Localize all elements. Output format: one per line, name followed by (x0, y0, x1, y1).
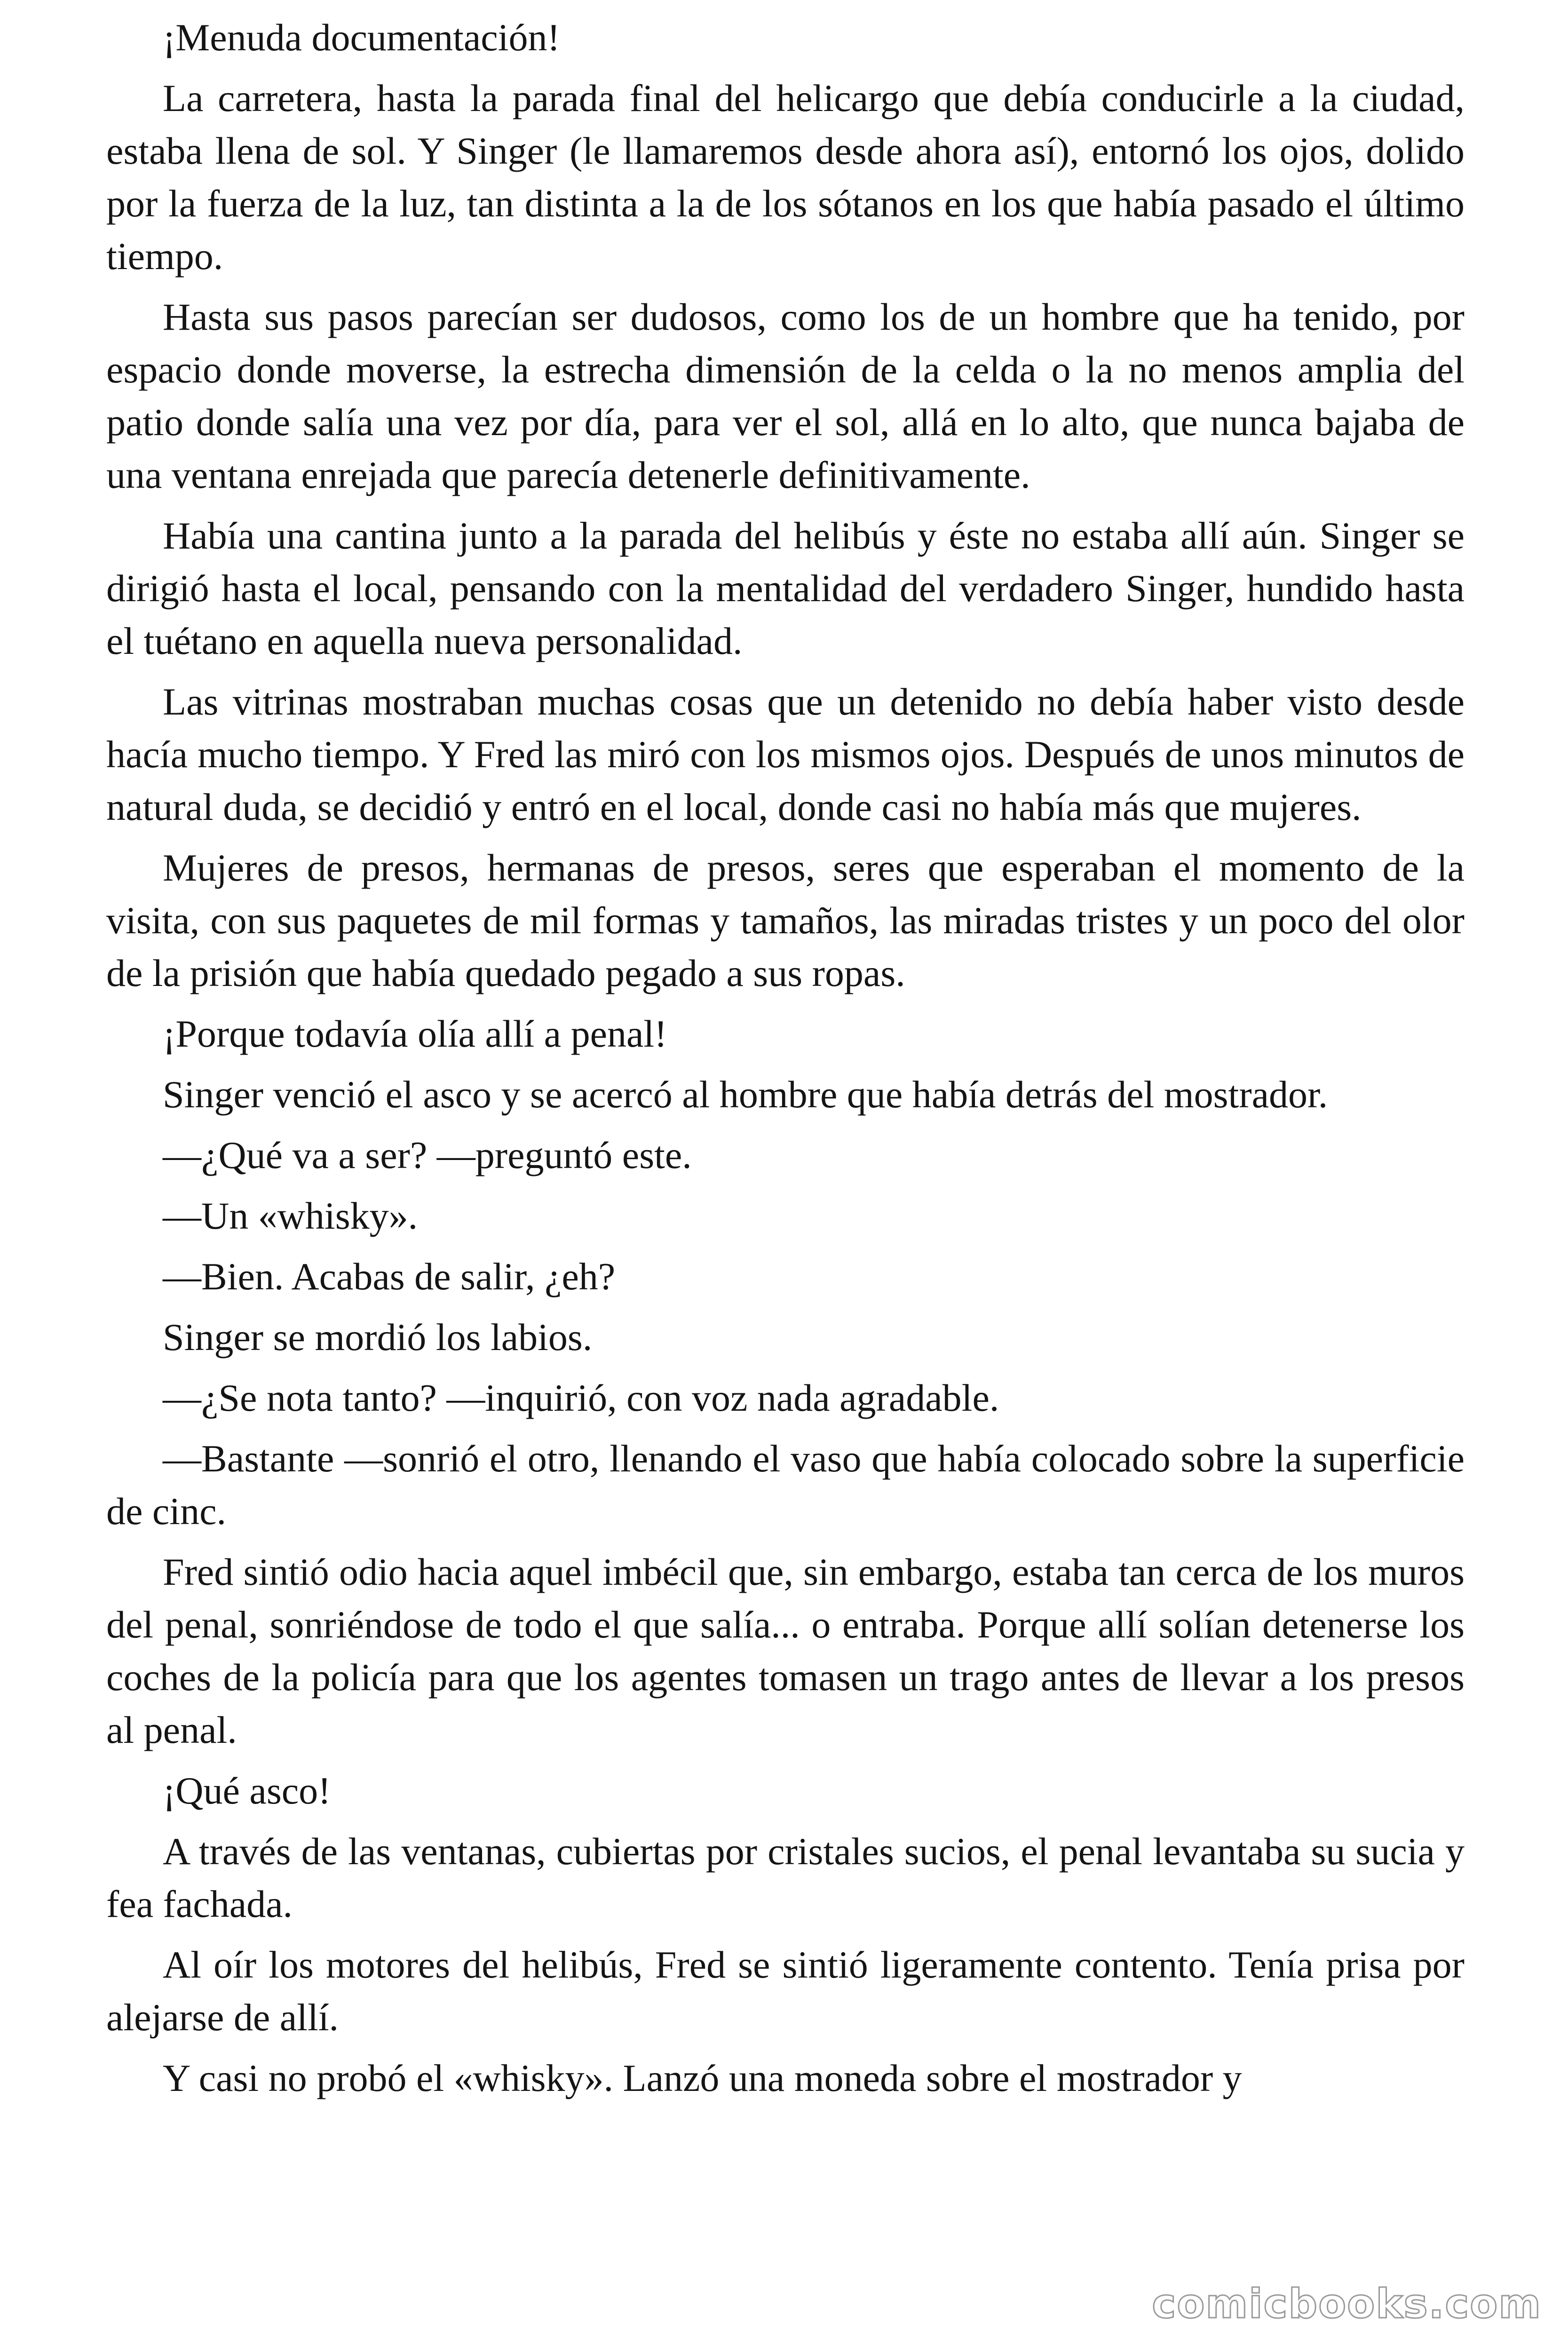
paragraph-17: A través de las ventanas, cubiertas por cristales sucios, el penal levantaba su sucia y fea fachada. (106, 1830, 1465, 1925)
paragraph-2: La carretera, hasta la parada final del helicargo que debía conducirle a la ciudad, estaba llena de sol. Y Singer (le llamaremos desde ahora así), entornó los ojos, dolido por la fuerza de la luz, tan distinta a la de los sótanos en los que había pasado el último tiempo. (106, 77, 1465, 278)
page-body-text (106, 11, 1465, 2113)
paragraph-12: Singer se mordió los labios. (163, 1316, 593, 1359)
paragraph-4: Había una cantina junto a la parada del helibús y éste no estaba allí aún. Singer se dirigió hasta el local, pensando con la mentalidad del verdadero Singer, hundido hasta el tuétano en aquella nueva personalidad. (106, 514, 1465, 662)
paragraph-6: Mujeres de presos, hermanas de presos, seres que esperaban el momento de la visita, con sus paquetes de mil formas y tamaños, las miradas tristes y un poco del olor de la prisión que había quedado pegado a sus ropas. (106, 846, 1465, 994)
paragraph-13: —¿Se nota tanto? —inquirió, con voz nada agradable. (163, 1376, 999, 1419)
site-watermark: comicbooks.com (1152, 2280, 1542, 2328)
paragraph-18: Al oír los motores del helibús, Fred se sintió ligeramente contento. Tenía prisa por alejarse de allí. (106, 1943, 1465, 2039)
paragraph-14: —Bastante —sonrió el otro, llenando el vaso que había colocado sobre la superficie de cinc. (106, 1437, 1465, 1533)
paragraph-5: Las vitrinas mostraban muchas cosas que un detenido no debía haber visto desde hacía mucho tiempo. Y Fred las miró con los mismos ojos. Después de unos minutos de natural duda, se decidió y entró en el local, donde casi no había más que mujeres. (106, 680, 1465, 828)
paragraph-19: Y casi no probó el «whisky». Lanzó una moneda sobre el mostrador y (163, 2057, 1242, 2099)
paragraph-9: —¿Qué va a ser? —preguntó este. (163, 1134, 692, 1176)
paragraph-10: —Un «whisky». (163, 1194, 418, 1237)
paragraph-8: Singer venció el asco y se acercó al hombre que había detrás del mostrador. (163, 1073, 1328, 1116)
paragraph-16: ¡Qué asco! (163, 1769, 331, 1812)
paragraph-15: Fred sintió odio hacia aquel imbécil que, sin embargo, estaba tan cerca de los muros del penal, sonriéndose de todo el que salía... o entraba. Porque allí solían detenerse los coches de la policía para que los agentes tomasen un trago antes de llevar a los presos al penal. (106, 1550, 1465, 1751)
paragraph-7: ¡Porque todavía olía allí a penal! (163, 1012, 667, 1055)
paragraph-3: Hasta sus pasos parecían ser dudosos, como los de un hombre que ha tenido, por espacio donde moverse, la estrecha dimensión de la celda o la no menos amplia del patio donde salía una vez por día, para ver el sol, allá en lo alto, que nunca bajaba de una ventana enrejada que parecía detenerle definitivamente. (106, 295, 1465, 496)
paragraph-11: —Bien. Acabas de salir, ¿eh? (163, 1255, 616, 1298)
paragraph-1: ¡Menuda documentación! (163, 16, 560, 59)
